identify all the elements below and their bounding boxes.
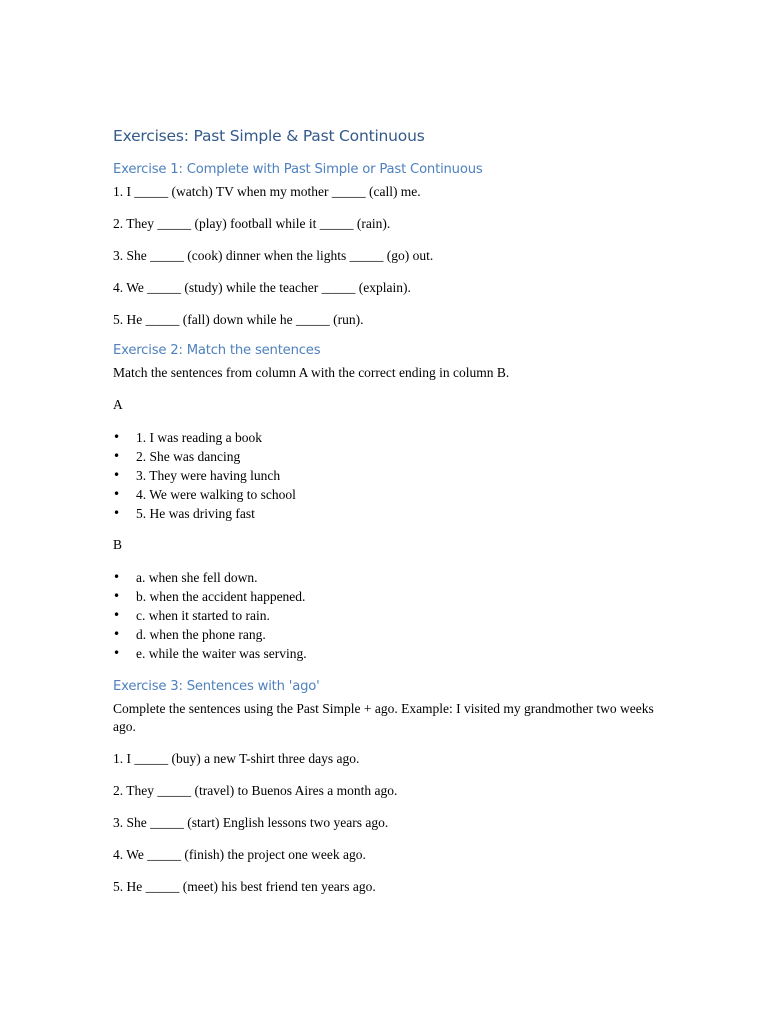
bullet-icon: • — [113, 506, 121, 520]
exercise-2-instruction: Match the sentences from column A with the correct ending in column B. — [113, 365, 510, 380]
list-item-text: 5. He was driving fast — [136, 506, 255, 521]
list-item — [113, 447, 673, 466]
list-item-text: 2. She was dancing — [136, 449, 241, 464]
column-a-label: A — [113, 397, 123, 412]
list-item-text: b. when the accident happened. — [136, 589, 306, 604]
bullet-icon: • — [113, 487, 121, 501]
list-item-text: 3. They were having lunch — [136, 468, 281, 483]
list-item — [113, 587, 673, 606]
list-item-text: d. when the phone rang. — [136, 627, 266, 642]
list-item — [113, 485, 673, 504]
list-item — [113, 644, 673, 663]
exercise-3-instruction: Complete the sentences using the Past Simple + ago. Example: I visited my grandmother two weeks ago. — [113, 701, 654, 734]
exercise-3-item: 1. I _____ (buy) a new T-shirt three days ago. — [113, 751, 360, 766]
exercise-3-item: 3. She _____ (start) English lessons two years ago. — [113, 815, 389, 830]
document-page — [113, 123, 673, 896]
list-item — [113, 625, 673, 644]
exercise-1-item: 3. She _____ (cook) dinner when the lights _____ (go) out. — [113, 248, 434, 263]
exercise-2-heading: Exercise 2: Match the sentences — [113, 343, 321, 358]
bullet-icon: • — [113, 570, 121, 584]
exercise-1-item: 2. They _____ (play) football while it _____ (rain). — [113, 216, 391, 231]
list-item-text: c. when it started to rain. — [136, 608, 270, 623]
exercise-3-item: 5. He _____ (meet) his best friend ten years ago. — [113, 879, 376, 894]
bullet-icon: • — [113, 468, 121, 482]
exercise-1-heading: Exercise 1: Complete with Past Simple or Past Continuous — [113, 162, 483, 177]
bullet-icon: • — [113, 608, 121, 622]
exercise-3-item: 4. We _____ (finish) the project one week ago. — [113, 847, 366, 862]
list-item-text: e. while the waiter was serving. — [136, 646, 307, 661]
bullet-icon: • — [113, 430, 121, 444]
bullet-icon: • — [113, 589, 121, 603]
document-title: Exercises: Past Simple & Past Continuous — [113, 127, 425, 145]
list-item — [113, 504, 673, 523]
list-item — [113, 606, 673, 625]
bullet-icon: • — [113, 627, 121, 641]
exercise-3-item: 2. They _____ (travel) to Buenos Aires a month ago. — [113, 783, 398, 798]
list-item — [113, 568, 673, 587]
exercise-1-item: 5. He _____ (fall) down while he _____ (run). — [113, 312, 364, 327]
exercise-1-item: 1. I _____ (watch) TV when my mother _____ (call) me. — [113, 184, 421, 199]
exercise-1-item: 4. We _____ (study) while the teacher _____ (explain). — [113, 280, 411, 295]
column-a-list — [113, 428, 673, 523]
column-b-list — [113, 568, 673, 663]
list-item-text: 1. I was reading a book — [136, 430, 262, 445]
bullet-icon: • — [113, 646, 121, 660]
column-b-label: B — [113, 537, 123, 552]
bullet-icon: • — [113, 449, 121, 463]
list-item — [113, 466, 673, 485]
list-item — [113, 428, 673, 447]
list-item-text: a. when she fell down. — [136, 570, 258, 585]
list-item-text: 4. We were walking to school — [136, 487, 296, 502]
exercise-3-heading: Exercise 3: Sentences with 'ago' — [113, 679, 320, 694]
